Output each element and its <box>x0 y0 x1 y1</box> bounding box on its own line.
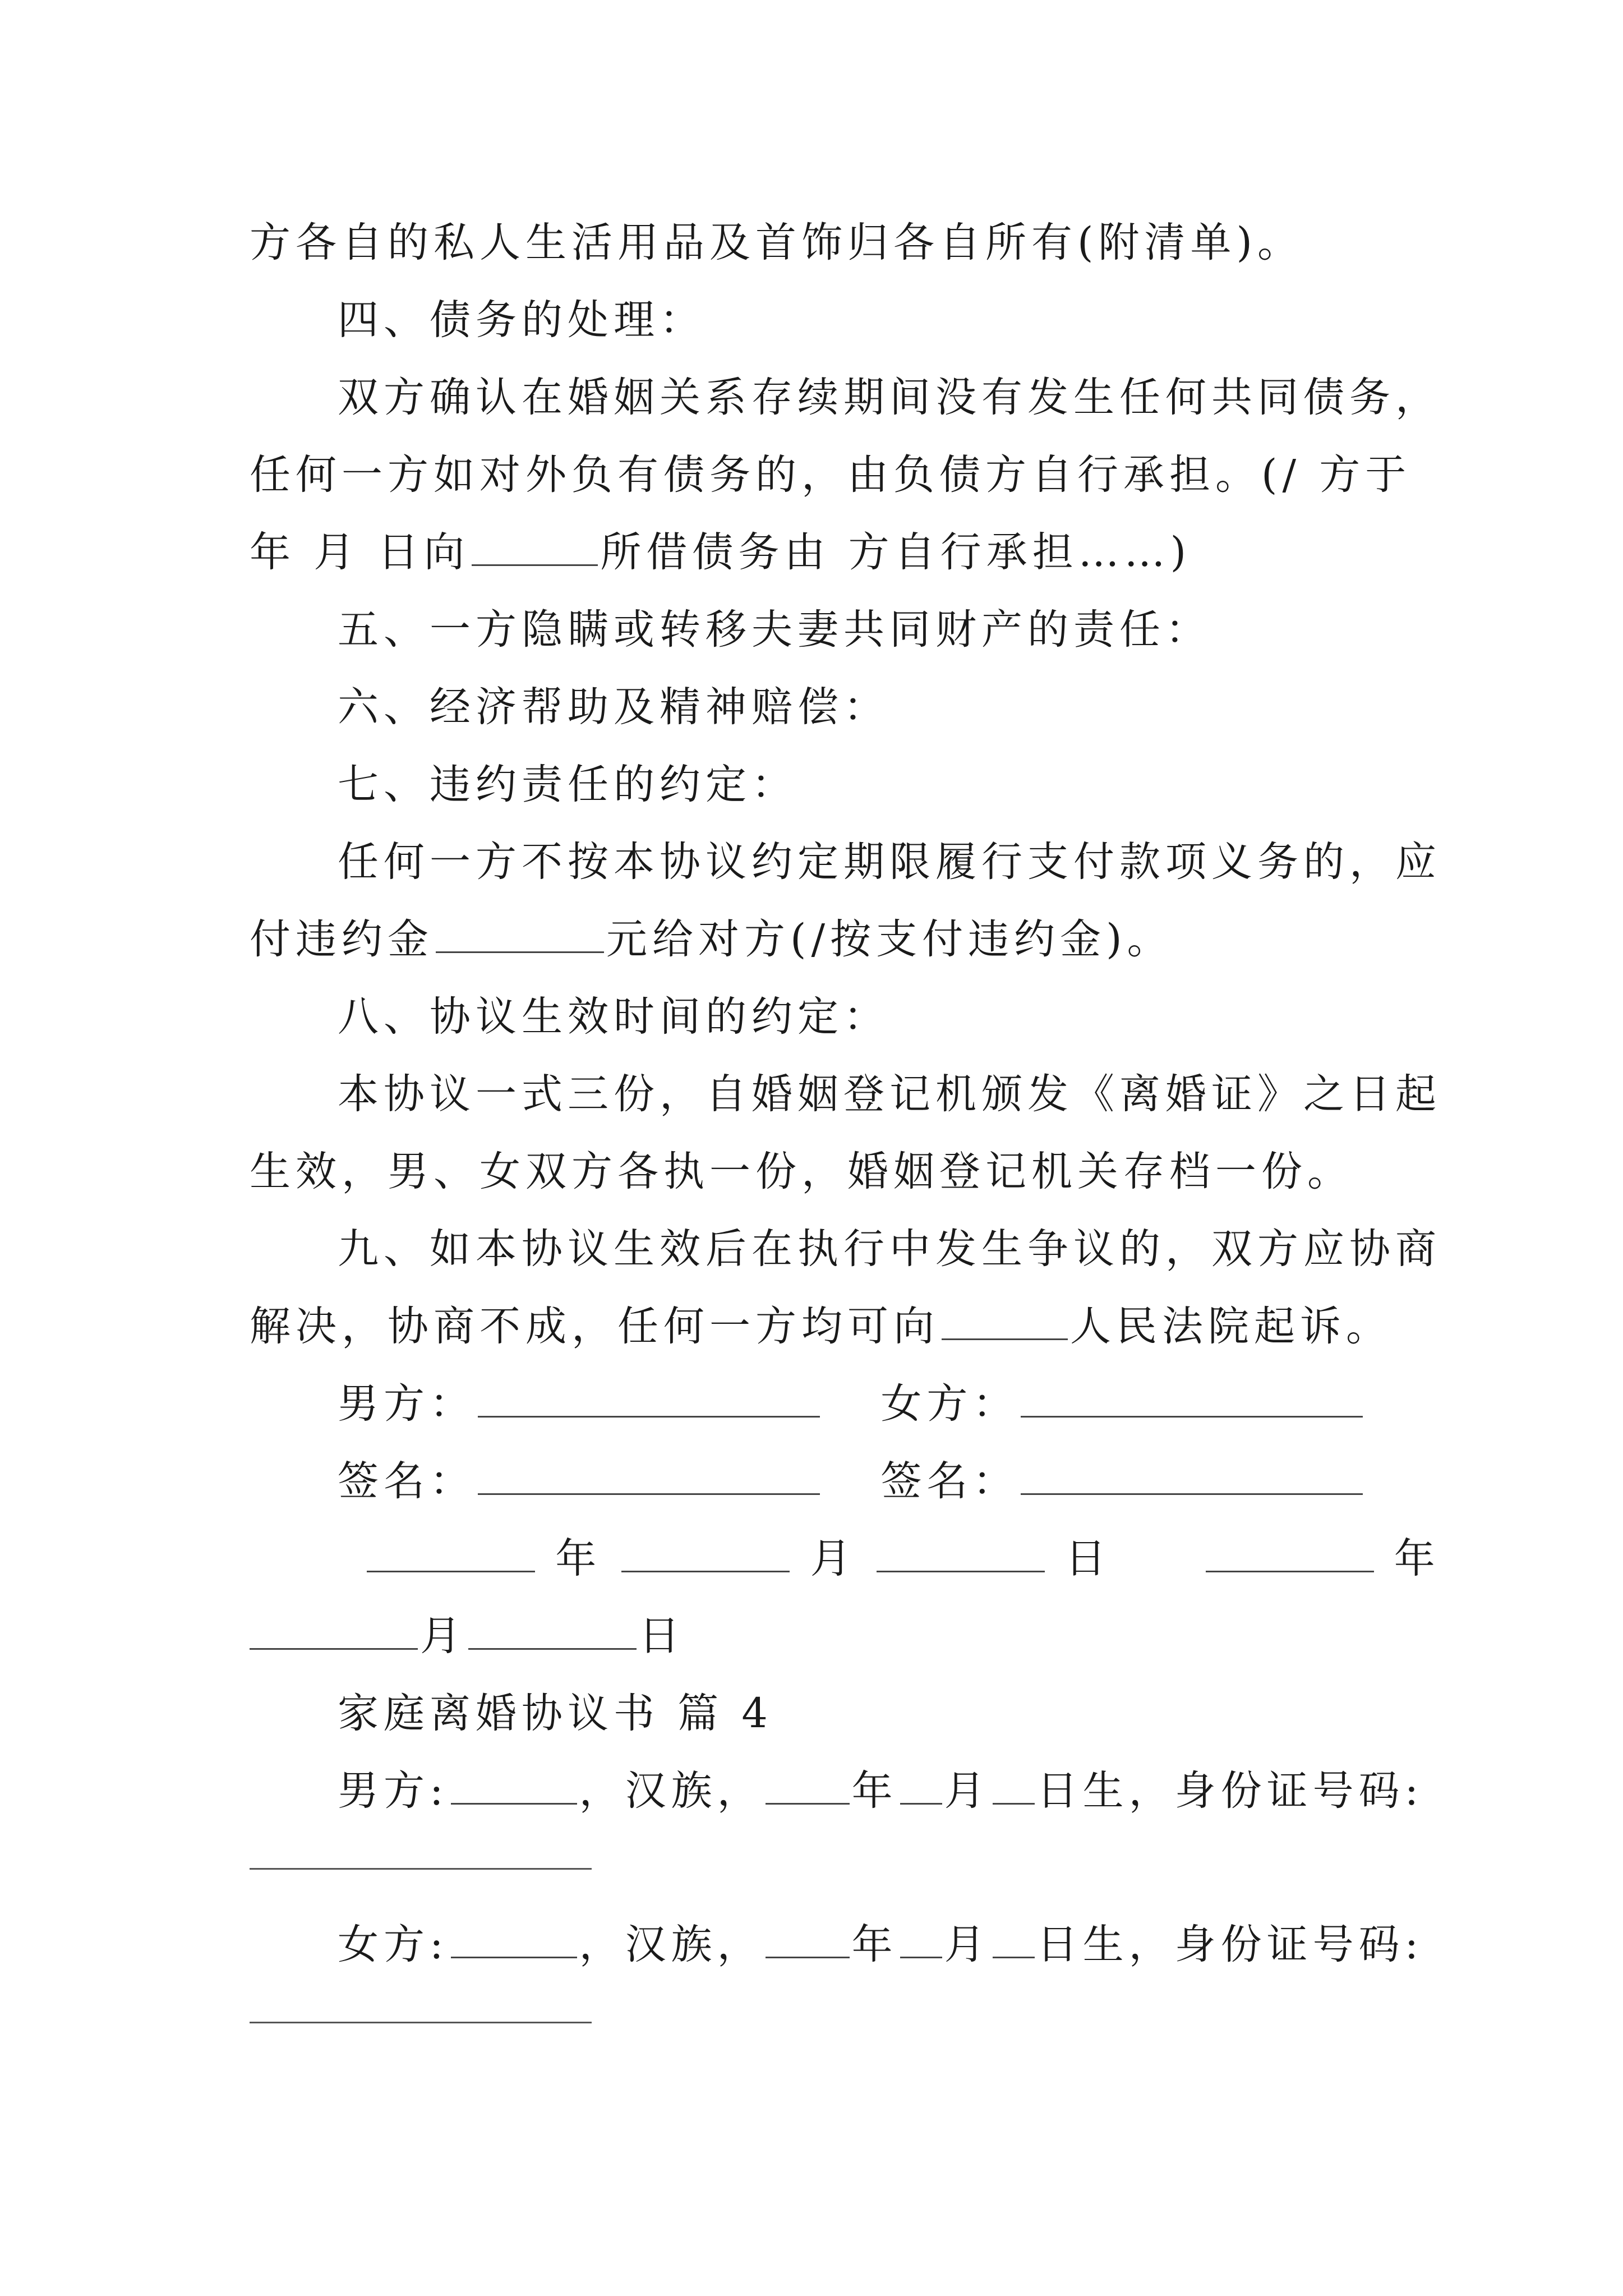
section-heading-compensation: 六、经济帮助及精神赔偿： <box>338 683 889 731</box>
date-row <box>365 1528 1440 1590</box>
blank-line <box>993 1915 1035 1958</box>
party-row <box>338 1373 1365 1435</box>
month-label: 月 <box>420 1612 466 1660</box>
male-prefix: 男方: <box>338 1767 449 1815</box>
blank-line <box>877 1529 1045 1572</box>
male-info-row <box>338 1760 1423 1822</box>
blank-line <box>766 1761 850 1805</box>
section-heading-breach: 七、违约责任的约定： <box>338 761 797 808</box>
month-label: 月 <box>810 1535 856 1582</box>
female-label: 女方： <box>880 1380 1019 1428</box>
ethnic-text: ，汉族， <box>579 1921 763 1968</box>
blank-line <box>993 1761 1035 1805</box>
day-label: 日 <box>639 1612 685 1660</box>
text-line: 本协议一式三份，自婚姻登记机颁发《离婚证》之日起 <box>338 1070 1441 1118</box>
section-heading-effective: 八、协议生效时间的约定： <box>338 993 889 1041</box>
section-title: 家庭离婚协议书 篇 4 <box>338 1690 773 1737</box>
blank-line <box>900 1915 942 1958</box>
year-label: 年 <box>555 1535 602 1582</box>
text-line: 方各自的私人生活用品及首饰归各自所有(附清单)。 <box>250 219 1303 266</box>
month-label: 月 <box>944 1767 990 1815</box>
blank-line <box>451 1761 577 1805</box>
blank-line <box>472 523 598 566</box>
signature-row <box>338 1451 1365 1512</box>
blank-line <box>1206 1529 1374 1572</box>
text-segment: 人民法院起诉。 <box>1070 1303 1392 1350</box>
year-label: 年 <box>851 1767 898 1815</box>
blank-line <box>250 1607 418 1650</box>
text-segment: 付违约金 <box>250 915 434 963</box>
section-heading-debt: 四、债务的处理： <box>338 296 706 344</box>
female-info-row <box>338 1914 1423 1976</box>
date-row-continued <box>250 1605 685 1667</box>
month-label: 月 <box>944 1921 990 1968</box>
blank-line <box>478 1374 820 1418</box>
text-line <box>250 909 1173 970</box>
text-line: 双方确认在婚姻关系存续期间没有发生任何共同债务， <box>338 374 1441 421</box>
blank-line <box>436 910 604 953</box>
born-text: 日生，身份证号码: <box>1036 1767 1424 1815</box>
blank-line <box>468 1607 637 1650</box>
text-line <box>250 522 1191 583</box>
blank-line <box>621 1529 790 1572</box>
text-line: 任何一方不按本协议约定期限履行支付款项义务的，应 <box>338 838 1441 886</box>
ethnic-text: ，汉族， <box>579 1767 763 1815</box>
male-label: 男方： <box>338 1380 476 1428</box>
born-text: 日生，身份证号码: <box>1036 1921 1424 1968</box>
blank-line <box>451 1915 577 1958</box>
text-segment: 解决，协商不成，任何一方均可向 <box>250 1303 939 1350</box>
blank-line <box>942 1297 1068 1340</box>
date-text: 年 月 日向 <box>250 528 470 576</box>
blank-line <box>1021 1452 1363 1495</box>
id-number-blank <box>250 2021 592 2023</box>
sign-label-male: 签名： <box>338 1457 476 1505</box>
text-line: 任何一方如对外负有债务的，由负债方自行承担。(/ 方于 <box>250 451 1412 499</box>
blank-line <box>766 1915 850 1958</box>
sign-label-female: 签名： <box>880 1457 1019 1505</box>
text-line: 生效，男、女双方各执一份，婚姻登记机关存档一份。 <box>250 1148 1353 1195</box>
year-label: 年 <box>1394 1535 1440 1582</box>
day-label: 日 <box>1065 1535 1112 1582</box>
blank-line <box>900 1761 942 1805</box>
section-heading-concealment: 五、一方隐瞒或转移夫妻共同财产的责任： <box>338 606 1211 654</box>
blank-line <box>478 1452 820 1495</box>
section-heading-dispute: 九、如本协议生效后在执行中发生争议的，双方应协商 <box>338 1225 1441 1273</box>
blank-line <box>367 1529 535 1572</box>
text-segment: 所借债务由 方自行承担……) <box>600 528 1192 576</box>
text-segment: 元给对方(/按支付违约金)。 <box>606 915 1173 963</box>
blank-line <box>1021 1374 1363 1418</box>
year-label: 年 <box>851 1921 898 1968</box>
female-prefix: 女方: <box>338 1921 449 1968</box>
text-line <box>250 1296 1392 1358</box>
id-number-blank <box>250 1867 592 1870</box>
